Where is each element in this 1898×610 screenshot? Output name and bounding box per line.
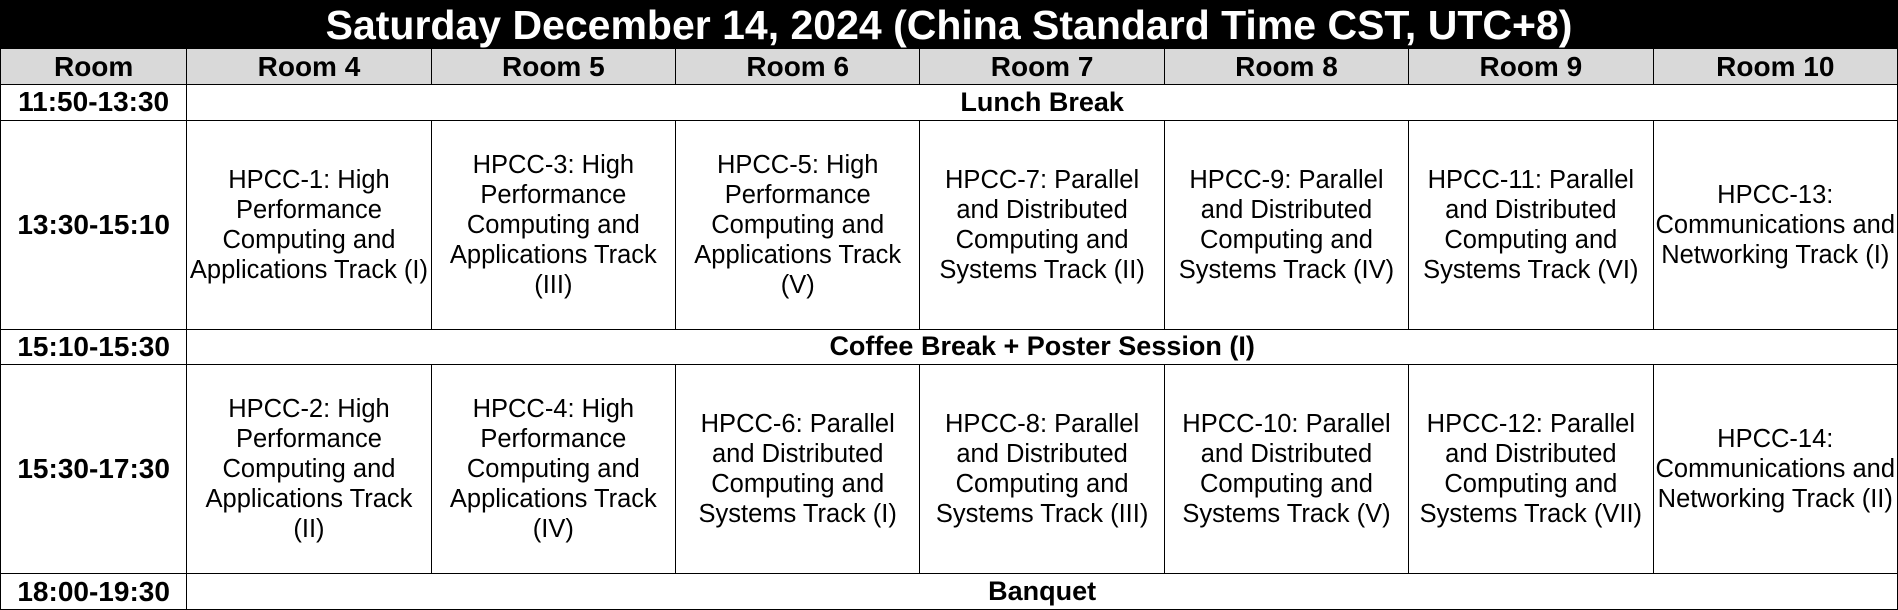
session-1-time: 13:30-15:10 bbox=[1, 120, 187, 329]
lunch-row bbox=[1, 84, 1898, 120]
session-2-time: 15:30-17:30 bbox=[1, 365, 187, 574]
schedule-title: Saturday December 14, 2024 (China Standard Time CST, UTC+8) bbox=[1, 1, 1898, 49]
session-cell-hpcc-1: HPCC-1: High Performance Computing and Applications Track (I) bbox=[187, 120, 431, 329]
session-cell-hpcc-11: HPCC-11: Parallel and Distributed Computing and Systems Track (VI) bbox=[1409, 120, 1653, 329]
header-room-10: Room 10 bbox=[1653, 49, 1897, 85]
session-cell-hpcc-4: HPCC-4: High Performance Computing and Applications Track (IV) bbox=[431, 365, 675, 574]
session-row-2 bbox=[1, 365, 1898, 574]
banquet-label: Banquet bbox=[187, 574, 1898, 610]
header-room-6: Room 6 bbox=[676, 49, 920, 85]
session-cell-hpcc-7: HPCC-7: Parallel and Distributed Computing and Systems Track (II) bbox=[920, 120, 1164, 329]
coffee-time: 15:10-15:30 bbox=[1, 329, 187, 365]
header-room-9: Room 9 bbox=[1409, 49, 1653, 85]
header-room-8: Room 8 bbox=[1164, 49, 1408, 85]
session-cell-hpcc-5: HPCC-5: High Performance Computing and Applications Track (V) bbox=[676, 120, 920, 329]
banquet-time: 18:00-19:30 bbox=[1, 574, 187, 610]
title-row bbox=[1, 1, 1898, 49]
header-time-column: Room bbox=[1, 49, 187, 85]
lunch-label: Lunch Break bbox=[187, 84, 1898, 120]
header-room-4: Room 4 bbox=[187, 49, 431, 85]
session-cell-hpcc-3: HPCC-3: High Performance Computing and Applications Track (III) bbox=[431, 120, 675, 329]
session-cell-hpcc-9: HPCC-9: Parallel and Distributed Computing and Systems Track (IV) bbox=[1164, 120, 1408, 329]
coffee-label: Coffee Break + Poster Session (I) bbox=[187, 329, 1898, 365]
header-room-7: Room 7 bbox=[920, 49, 1164, 85]
session-cell-hpcc-14: HPCC-14: Communications and Networking Track (II) bbox=[1653, 365, 1897, 574]
session-row-1 bbox=[1, 120, 1898, 329]
session-cell-hpcc-10: HPCC-10: Parallel and Distributed Computing and Systems Track (V) bbox=[1164, 365, 1408, 574]
session-cell-hpcc-6: HPCC-6: Parallel and Distributed Computing and Systems Track (I) bbox=[676, 365, 920, 574]
session-cell-hpcc-2: HPCC-2: High Performance Computing and Applications Track (II) bbox=[187, 365, 431, 574]
banquet-row bbox=[1, 574, 1898, 610]
session-cell-hpcc-8: HPCC-8: Parallel and Distributed Computing and Systems Track (III) bbox=[920, 365, 1164, 574]
session-cell-hpcc-12: HPCC-12: Parallel and Distributed Computing and Systems Track (VII) bbox=[1409, 365, 1653, 574]
lunch-time: 11:50-13:30 bbox=[1, 84, 187, 120]
session-cell-hpcc-13: HPCC-13: Communications and Networking Track (I) bbox=[1653, 120, 1897, 329]
header-room-5: Room 5 bbox=[431, 49, 675, 85]
coffee-row bbox=[1, 329, 1898, 365]
header-row bbox=[1, 49, 1898, 85]
